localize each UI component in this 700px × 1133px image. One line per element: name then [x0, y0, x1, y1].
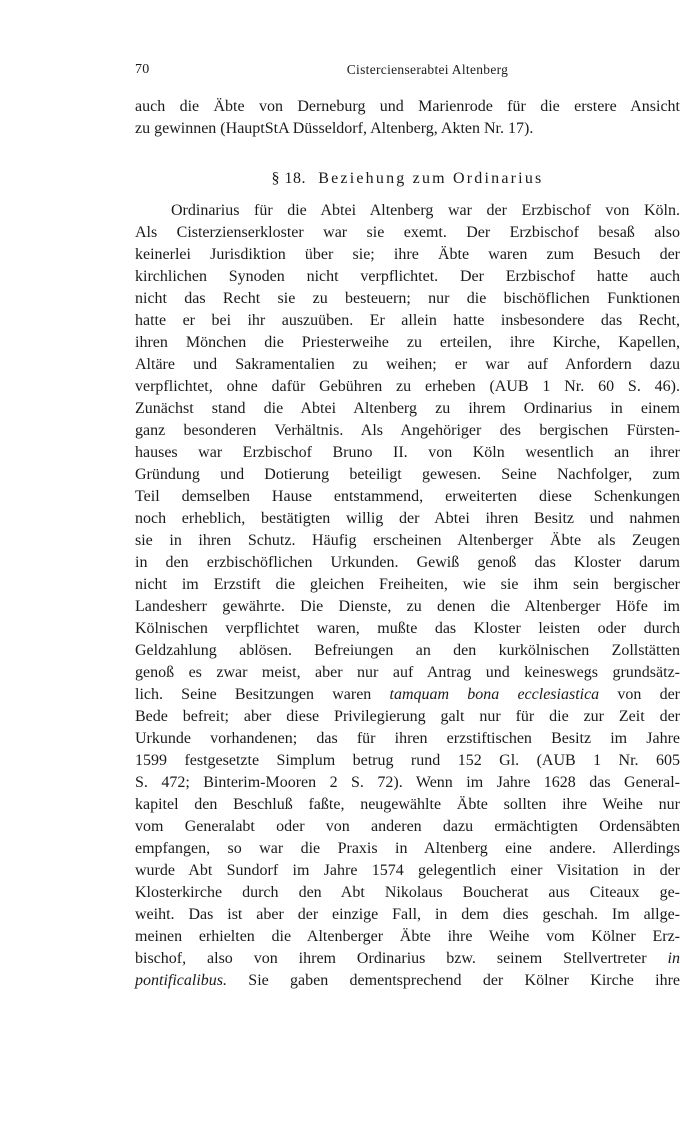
text-run: kirchlichen Synoden nicht verpflichtet. Der Erzbischof hatte auch: [135, 268, 680, 285]
text-run: Sie gaben dementsprechend der Kölner Kirche ihre: [227, 972, 680, 989]
text-line: [135, 310, 680, 332]
text-line: [135, 266, 680, 288]
text-run: verpflichtet, ohne dafür Gebühren zu erheben (AUB 1 Nr. 60 S. 46).: [135, 378, 680, 395]
text-run: weiht. Das ist aber der einzige Fall, in dem dies geschah. Im allge-: [135, 906, 680, 923]
text-run: ganz besonderen Verhältnis. Als Angehöriger des bergischen Fürsten-: [135, 422, 680, 439]
text-run: S. 472; Binterim-Mooren 2 S. 72). Wenn im Jahre 1628 das General-: [135, 774, 680, 791]
text-run: Als Cisterzienserkloster war sie exemt. Der Erzbischof besaß also: [135, 224, 680, 241]
text-line: [135, 222, 680, 244]
section-number: § 18.: [271, 170, 307, 187]
text-run: Ordinarius für die Abtei Altenberg war der Erzbischof von Köln.: [171, 202, 680, 219]
text-run: nicht das Recht sie zu besteuern; nur die bischöflichen Funktionen: [135, 290, 680, 307]
text-line: [135, 244, 680, 266]
text-line: [135, 574, 680, 596]
italic-phrase: in: [667, 950, 680, 967]
text-run: noch erheblich, bestätigten willig der Abtei ihren Besitz und nahmen: [135, 510, 680, 527]
text-run: Landesherr gewährte. Die Dienste, zu denen die Altenberger Höfe im: [135, 598, 680, 615]
running-title: Cistercienserabtei Altenberg: [346, 62, 509, 77]
text-line: [135, 838, 680, 860]
text-run: 1599 festgesetzte Simplum betrug rund 152 Gl. (AUB 1 Nr. 605: [135, 752, 680, 769]
text-line: [135, 596, 680, 618]
text-run: hatte er bei ihr auszuüben. Er allein hatte insbesondere das Recht,: [135, 312, 680, 329]
text-line: [135, 552, 680, 574]
text-run: in den erzbischöflichen Urkunden. Gewiß genoß das Kloster darum: [135, 554, 680, 571]
text-run: Bede befreit; aber diese Privilegierung galt nur für die zur Zeit der: [135, 708, 680, 725]
text-line: [135, 332, 680, 354]
text-run: Kölnischen verpflichtet waren, mußte das Kloster leisten oder durch: [135, 620, 680, 637]
italic-phrase: tamquam bona ecclesiastica: [389, 686, 600, 703]
text-run: Klosterkirche durch den Abt Nikolaus Boucherat aus Citeaux ge-: [135, 884, 680, 901]
text-line: [135, 882, 680, 904]
text-line: [135, 618, 680, 640]
text-line: [135, 662, 680, 684]
intro-paragraph: [135, 96, 680, 140]
text-run: Teil demselben Hause entstammend, erweiterten diese Schenkungen: [135, 488, 680, 505]
text-run: lich. Seine Besitzungen waren: [135, 686, 390, 703]
text-run: nicht im Erzstift die gleichen Freiheiten, wie sie ihm sein bergischer: [135, 576, 680, 593]
text-run: hauses war Erzbischof Bruno II. von Köln wesentlich an ihrer: [135, 444, 680, 461]
text-run: meinen erhielten die Altenberger Äbte ihre Weihe vom Kölner Erz-: [135, 928, 680, 945]
text-line: [135, 794, 680, 816]
section-title: Beziehung zum Ordinarius: [318, 170, 544, 187]
text-run: Urkunde vorhandenen; das für ihren erzstiftischen Besitz im Jahre: [135, 730, 680, 747]
text-line: [135, 904, 680, 926]
text-run: genoß es zwar meist, aber nur auf Antrag und keineswegs grundsätz-: [135, 664, 680, 681]
book-page: [135, 62, 680, 992]
text-run: keinerlei Jurisdiktion über sie; ihre Äbte waren zum Besuch der: [135, 246, 680, 263]
text-run: vom Generalabt oder von anderen dazu ermächtigten Ordensäbten: [135, 818, 680, 835]
text-run: wurde Abt Sundorf im Jahre 1574 gelegentlich einer Visitation in der: [135, 862, 680, 879]
text-line: [135, 860, 680, 882]
text-run: sie in ihren Schutz. Häufig erscheinen Altenberger Äbte als Zeugen: [135, 532, 680, 549]
text-line: [135, 772, 680, 794]
text-run: ihren Mönchen die Priesterweihe zu erteilen, ihre Kirche, Kapellen,: [135, 334, 680, 351]
text-run: bischof, also von ihrem Ordinarius bzw. seinem Stellvertreter: [135, 950, 668, 967]
text-run: Gründung und Dotierung beteiligt gewesen. Seine Nachfolger, zum: [135, 466, 680, 483]
text-line: [135, 706, 680, 728]
text-line: auch die Äbte von Derneburg und Marienrode für die erstere Ansicht: [135, 98, 680, 115]
text-line: [135, 508, 680, 530]
text-line: [135, 354, 680, 376]
text-line: [135, 728, 680, 750]
text-line: [135, 948, 680, 970]
text-run: Geldzahlung ablösen. Befreiungen an den kurkölnischen Zollstätten: [135, 642, 680, 659]
text-line: [135, 530, 680, 552]
text-run: empfangen, so war die Praxis in Altenberg eine andere. Allerdings: [135, 840, 680, 857]
body-paragraph: [135, 200, 680, 992]
text-line: [135, 376, 680, 398]
running-head: [135, 62, 680, 84]
text-line: [135, 926, 680, 948]
text-line: [135, 288, 680, 310]
text-line: [135, 684, 680, 706]
text-run: Zunächst stand die Abtei Altenberg zu ihrem Ordinarius in einem: [135, 400, 680, 417]
text-line: [135, 486, 680, 508]
text-line: [135, 442, 680, 464]
text-line: zu gewinnen (HauptStA Düsseldorf, Altenberg, Akten Nr. 17).: [135, 120, 534, 137]
text-line: [135, 398, 680, 420]
text-run: kapitel den Beschluß faßte, neugewählte Äbte sollten ihre Weihe nur: [135, 796, 680, 813]
text-line: [135, 420, 680, 442]
page-number: 70: [135, 62, 150, 77]
text-line: [135, 464, 680, 486]
text-line: [135, 816, 680, 838]
section-heading: [135, 168, 680, 190]
text-line: [135, 970, 680, 992]
text-line: [135, 640, 680, 662]
text-line: [135, 200, 680, 222]
italic-phrase: pontificalibus.: [135, 972, 227, 989]
text-line: [135, 750, 680, 772]
text-run: Altäre und Sakramentalien zu weihen; er war auf Anfordern dazu: [135, 356, 680, 373]
text-run: von der: [599, 686, 681, 703]
